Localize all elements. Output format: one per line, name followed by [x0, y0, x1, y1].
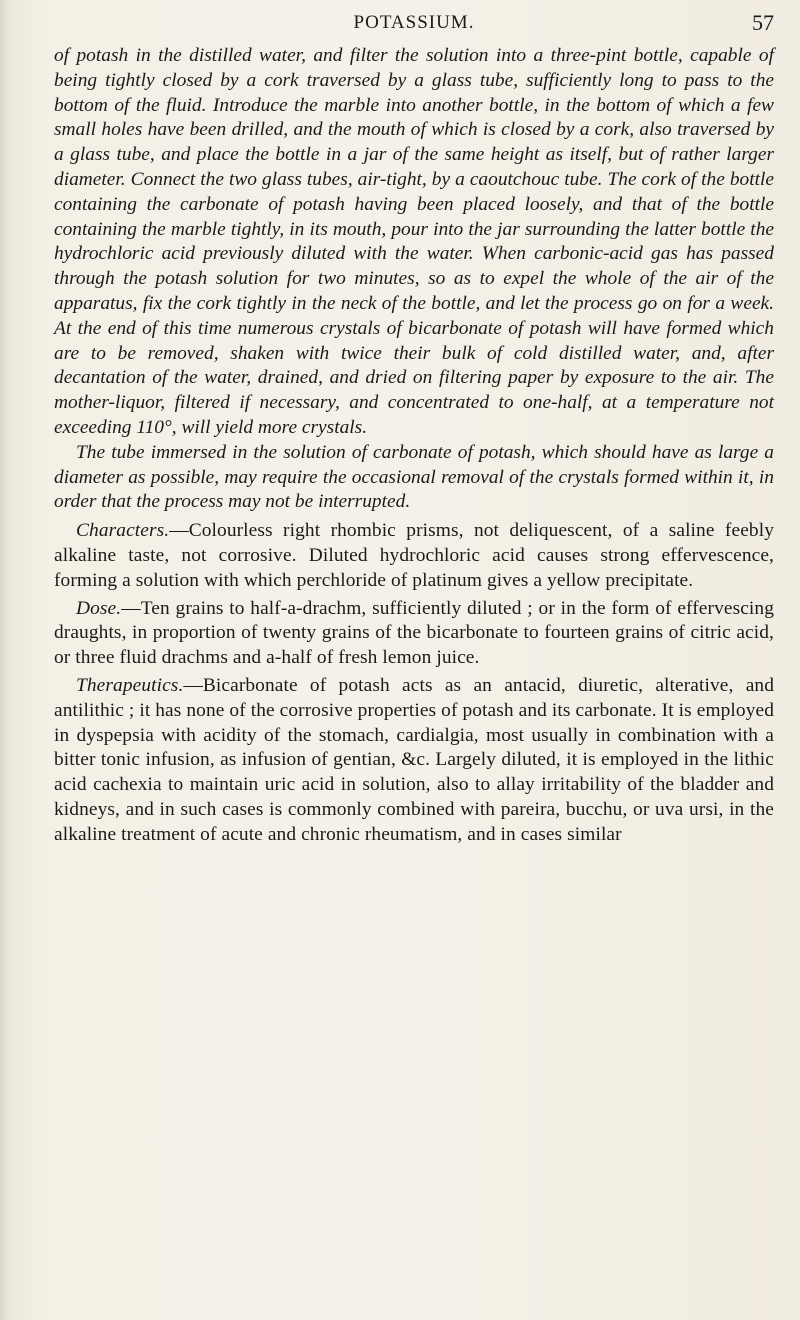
preparation-instructions — [54, 44, 774, 515]
section-heading-dose: Dose. — [76, 597, 122, 619]
section-therapeutics — [54, 674, 774, 848]
section-heading-characters: Characters. — [76, 520, 170, 542]
section-heading-therapeutics: Therapeutics. — [76, 674, 184, 696]
section-text-dose: —Ten grains to half-a-drachm, sufficiently diluted ; or in the form of effervescing draughts, in proportion of twenty grains of the bicarbonate to fourteen grains of citric acid, or three fluid drachms and a-half of fresh lemon juice. — [54, 597, 774, 669]
monograph-sections — [54, 519, 774, 847]
paragraph-tube-note: The tube immersed in the solution of carbonate of potash, which should have as large a diameter as possible, may require the occasional removal of the crystals formed within it, in order that the process may not be interrupted. — [54, 441, 774, 513]
body-text — [54, 44, 774, 848]
section-text-therapeutics: —Bicarbonate of potash acts as an antacid, diuretic, alterative, and antilithic ; it has none of the corrosive properties of potash and its carbonate. It is employed in dyspepsia with acidity of the stomach, cardialgia, most usually in combination with a bitter tonic infusion, as infusion of gentian, &c. Largely diluted, it is employed in the lithic acid cachexia to maintain uric acid in solution, also to allay irritability of the bladder and kidneys, and in such cases is commonly combined with pareira, bucchu, or uva ursi, in the alkaline treatment of acute and chronic rheumatism, and in cases similar — [54, 674, 774, 845]
section-text-characters: —Colourless right rhombic prisms, not deliquescent, of a saline feebly alkaline taste, not corrosive. Diluted hydrochloric acid causes strong effervescence, forming a solution with which perchloride of platinum gives a yellow precipitate. — [54, 520, 774, 591]
paragraph-preparation-continued: of potash in the distilled water, and filter the solution into a three-pint bottle, capable of being tightly closed by a cork traversed by a glass tube, sufficiently long to pass to the bottom of the fluid. Introduce the marble into another bottle, in the bottom of which a few small holes have been drilled, and the mouth of which is closed by a cork, also traversed by a glass tube, and place the bottle in a jar of the same height as itself, but of rather larger diameter. Connect the two glass tubes, air-tight, by a caoutchouc tube. The cork of the bottle containing the carbonate of potash having been placed loosely, and that of the bottle containing the marble tightly, in its mouth, pour into the jar surrounding the latter bottle the hydrochloric acid previously diluted with the water. When carbonic-acid gas has passed through the potash solution for two minutes, so as to expel the whole of the air of the apparatus, fix the cork tightly in the neck of the bottle, and let the process go on for a week. At the end of this time numerous crystals of bicarbonate of potash will have formed which are to be removed, shaken with twice their bulk of cold distilled water, and, after decantation of the water, drained, and dried on filtering paper by exposure to the air. The mother-liquor, filtered if necessary, and concentrated to one-half, at a temperature not exceeding 110°, will yield more crystals. — [54, 45, 774, 438]
section-characters — [54, 519, 774, 593]
binding-shadow — [0, 0, 10, 1320]
section-dose — [54, 597, 774, 671]
running-title: POTASSIUM. — [353, 12, 475, 33]
page-number: 57 — [752, 10, 774, 35]
running-head — [54, 10, 774, 38]
